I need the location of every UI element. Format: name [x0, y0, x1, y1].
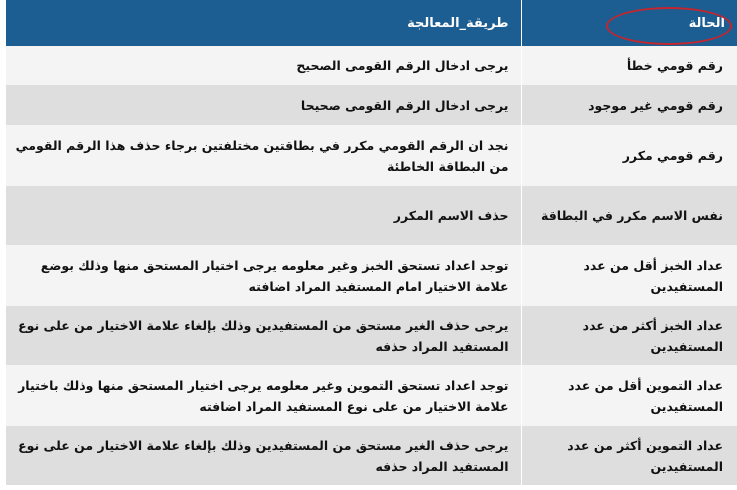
fix-column-header: طريقة_المعالجة [6, 0, 521, 46]
status-cell: رقم قومي مكرر [622, 148, 723, 163]
table-row [6, 306, 737, 365]
fix-cell: يرجى ادخال الرقم القومى الصحيح [6, 46, 521, 85]
status-cell: رقم قومي غير موجود [588, 97, 723, 113]
error-handling-table [6, 0, 737, 485]
table-row [6, 186, 737, 245]
status-column-header: الحالة [688, 15, 725, 31]
fix-cell: حذف الاسم المكرر [6, 186, 521, 245]
status-cell: نفس الاسم مكرر في البطاقة [541, 208, 723, 223]
fix-cell: يرجى حذف الغير مستحق من المستفيدين وذلك بإلغاء علامة الاختيار من على نوع المستفيد المراد حذفه [6, 306, 521, 365]
table-row [6, 125, 737, 186]
fix-cell: نجد ان الرقم القومي مكرر في بطاقتين مختلفتين برجاء حذف هذا الرقم القومي من البطاقة الخاطئة [6, 125, 521, 186]
status-cell: رقم قومي خطأ [626, 58, 723, 73]
table-row [6, 245, 737, 306]
table-row [6, 426, 737, 485]
table-row [6, 46, 737, 85]
fix-cell: يرجى حذف الغير مستحق من المستفيدين وذلك بإلغاء علامة الاختيار من على نوع المستفيد المراد حذفه [6, 426, 521, 485]
fix-cell: توجد اعداد تستحق الخبز وغير معلومه يرجى اختيار المستحق منها وذلك بوضع علامة الاختيار امام المستفيد المراد اضافته [6, 245, 521, 306]
table-header-row [6, 0, 737, 46]
table-row [6, 365, 737, 426]
status-cell: عداد الخبز أكثر من عدد المستفيدين [582, 317, 723, 354]
status-cell: عداد الخبز أقل من عدد المستفيدين [583, 257, 723, 294]
fix-cell: توجد اعداد تستحق التموين وغير معلومه يرجى اختيار المستحق منها وذلك باختيار علامة الاختيار من على نوع المستفيد المراد اضافته [6, 365, 521, 426]
status-cell: عداد التموين أقل من عدد المستفيدين [568, 377, 723, 414]
table-row [6, 85, 737, 125]
status-cell: عداد التموين أكثر من عدد المستفيدين [567, 437, 723, 474]
fix-cell: يرجى ادخال الرقم القومى صحيحا [6, 85, 521, 125]
